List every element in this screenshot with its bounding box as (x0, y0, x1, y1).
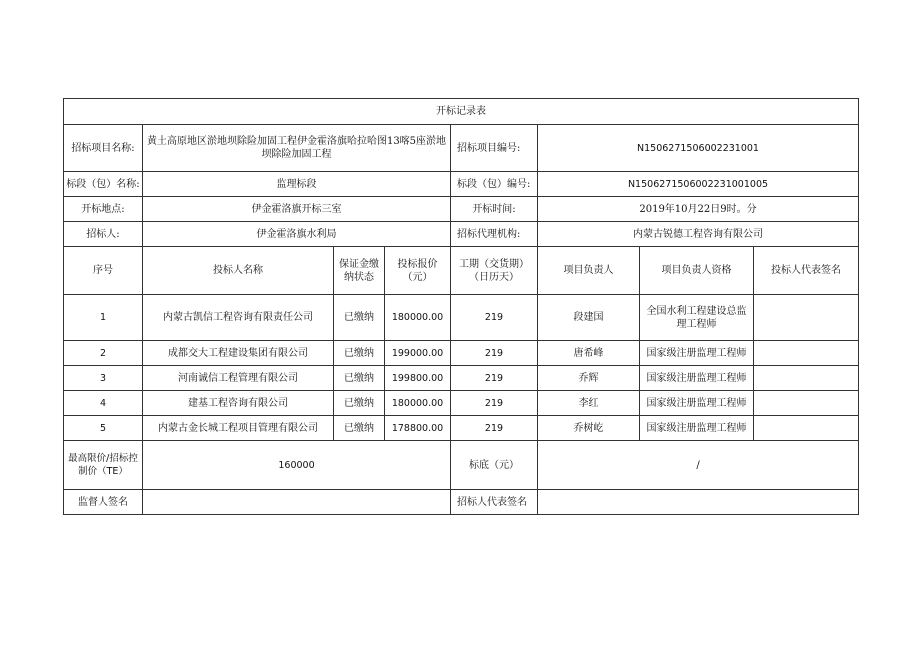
bid-price: 178800.00 (385, 416, 451, 441)
table-row (64, 341, 859, 366)
agency-label: 招标代理机构: (451, 222, 538, 247)
bid-seq: 1 (64, 295, 143, 341)
bid-qualification: 国家级注册监理工程师 (640, 416, 754, 441)
document-title: 开标记录表 (64, 99, 859, 125)
bid-sign (754, 341, 859, 366)
bid-seq: 4 (64, 391, 143, 416)
bid-price: 180000.00 (385, 391, 451, 416)
bid-qualification: 全国水利工程建设总监理工程师 (640, 295, 754, 341)
limit-price-label: 最高限价/招标控制价（TE） (64, 441, 143, 490)
section-no-value: N1506271506002231001005 (538, 172, 859, 197)
time-label: 开标时间: (451, 197, 538, 222)
bid-leader: 段建国 (538, 295, 640, 341)
bid-price: 180000.00 (385, 295, 451, 341)
header-period: 工期（交货期）（日历天） (451, 247, 538, 295)
section-no-label: 标段（包）编号: (451, 172, 538, 197)
project-name-label: 招标项目名称: (64, 125, 143, 172)
bid-bidder: 内蒙古金长城工程项目管理有限公司 (143, 416, 334, 441)
tenderer-sign-area (538, 490, 859, 515)
tenderer-value: 伊金霍洛旗水利局 (143, 222, 451, 247)
bid-period: 219 (451, 366, 538, 391)
bid-leader: 乔树屹 (538, 416, 640, 441)
bid-deposit: 已缴纳 (334, 295, 385, 341)
bid-sign (754, 416, 859, 441)
project-name-value: 黄土高原地区淤地坝除险加固工程伊金霍洛旗哈拉哈图13喀5座淤地坝除险加固工程 (143, 125, 451, 172)
bid-period: 219 (451, 391, 538, 416)
bid-price: 199000.00 (385, 341, 451, 366)
section-name-value: 监理标段 (143, 172, 451, 197)
bid-bidder: 内蒙古凯信工程咨询有限责任公司 (143, 295, 334, 341)
header-qualification: 项目负责人资格 (640, 247, 754, 295)
bid-qualification: 国家级注册监理工程师 (640, 391, 754, 416)
header-deposit: 保证金缴纳状态 (334, 247, 385, 295)
project-no-value: N1506271506002231001 (538, 125, 859, 172)
table-row (64, 366, 859, 391)
bid-qualification: 国家级注册监理工程师 (640, 341, 754, 366)
header-price: 投标报价（元） (385, 247, 451, 295)
agency-value: 内蒙古锐德工程咨询有限公司 (538, 222, 859, 247)
table-row (64, 295, 859, 341)
header-leader: 项目负责人 (538, 247, 640, 295)
bid-deposit: 已缴纳 (334, 416, 385, 441)
bid-leader: 乔辉 (538, 366, 640, 391)
bid-price: 199800.00 (385, 366, 451, 391)
bid-leader: 唐希峰 (538, 341, 640, 366)
supervisor-sign-area (143, 490, 451, 515)
bid-bidder: 河南诚信工程管理有限公司 (143, 366, 334, 391)
bid-deposit: 已缴纳 (334, 341, 385, 366)
table-row (64, 416, 859, 441)
project-no-label: 招标项目编号: (451, 125, 538, 172)
table-row (64, 391, 859, 416)
bid-seq: 3 (64, 366, 143, 391)
bid-deposit: 已缴纳 (334, 366, 385, 391)
bid-seq: 5 (64, 416, 143, 441)
bid-sign (754, 295, 859, 341)
tenderer-sign-label: 招标人代表签名 (451, 490, 538, 515)
base-price-label: 标底（元） (451, 441, 538, 490)
time-value: 2019年10月22日9时。分 (538, 197, 859, 222)
base-price-value: / (538, 441, 859, 490)
bid-sign (754, 391, 859, 416)
header-bidder: 投标人名称 (143, 247, 334, 295)
bid-opening-record-table (63, 98, 859, 515)
bid-period: 219 (451, 341, 538, 366)
header-seq: 序号 (64, 247, 143, 295)
bid-bidder: 成都交大工程建设集团有限公司 (143, 341, 334, 366)
bid-period: 219 (451, 416, 538, 441)
supervisor-sign-label: 监督人签名 (64, 490, 143, 515)
header-sign: 投标人代表签名 (754, 247, 859, 295)
limit-price-value: 160000 (143, 441, 451, 490)
bid-period: 219 (451, 295, 538, 341)
location-value: 伊金霍洛旗开标三室 (143, 197, 451, 222)
section-name-label: 标段（包）名称: (64, 172, 143, 197)
tenderer-label: 招标人: (64, 222, 143, 247)
bid-seq: 2 (64, 341, 143, 366)
bid-leader: 李红 (538, 391, 640, 416)
bid-bidder: 建基工程咨询有限公司 (143, 391, 334, 416)
bid-qualification: 国家级注册监理工程师 (640, 366, 754, 391)
location-label: 开标地点: (64, 197, 143, 222)
bid-deposit: 已缴纳 (334, 391, 385, 416)
bid-sign (754, 366, 859, 391)
